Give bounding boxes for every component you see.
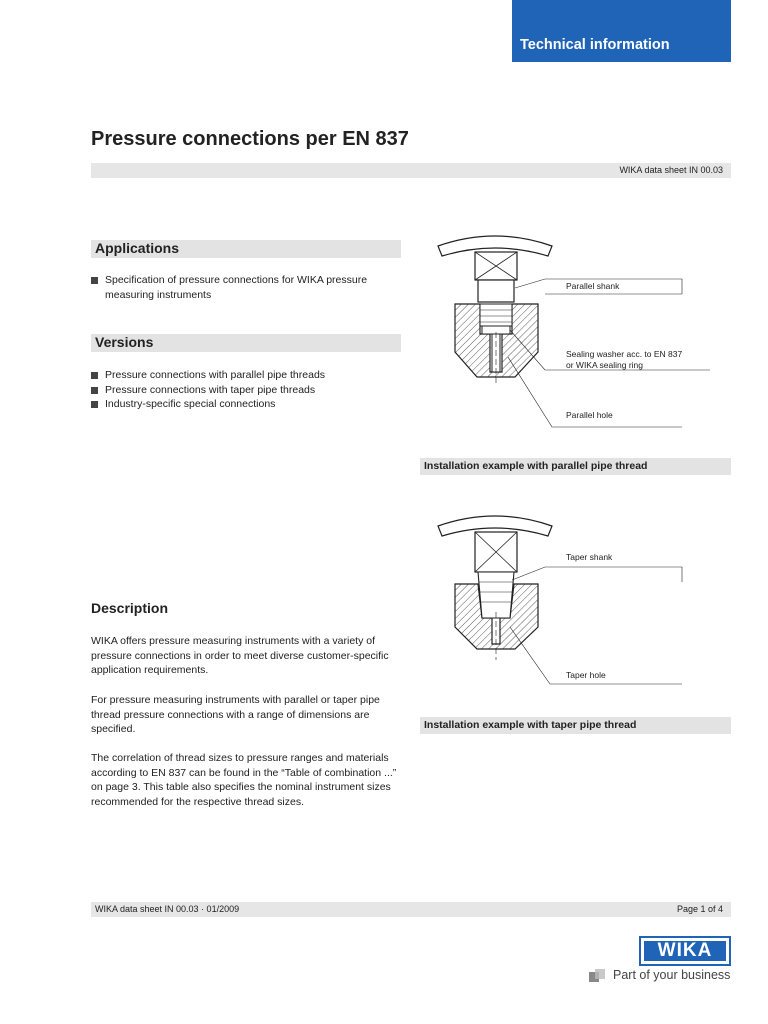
figure2-caption: Installation example with taper pipe thread [424, 719, 637, 731]
header-banner [512, 0, 731, 62]
bullet-icon [91, 387, 98, 394]
applications-list [91, 273, 403, 302]
header-label: Technical information [520, 37, 670, 53]
versions-heading: Versions [95, 334, 154, 350]
wika-logo [639, 936, 731, 966]
parallel-hole-label: Parallel hole [566, 410, 613, 420]
figure1-caption: Installation example with parallel pipe thread [424, 460, 648, 472]
wika-logo-text: WIKA [644, 941, 726, 961]
page-title: Pressure connections per EN 837 [91, 128, 409, 150]
shank-shape [478, 280, 514, 302]
list-item [91, 383, 403, 398]
list-item [91, 273, 403, 302]
list-item [91, 397, 403, 412]
datasheet-ref: WIKA data sheet IN 00.03 [619, 165, 723, 175]
description-paragraph: For pressure measuring instruments with parallel or taper pipe thread pressure connections with a range of dimensions are specified. [91, 694, 380, 735]
list-item-text: Specification of pressure connections for WIKA pressure measuring instruments [105, 274, 368, 301]
list-item-text: Industry-specific special connections [105, 398, 276, 410]
versions-heading-bar [91, 334, 401, 352]
logo-tagline: Part of your business [613, 968, 731, 982]
taper-thread-diagram [420, 512, 731, 712]
applications-heading-bar [91, 240, 401, 258]
list-item-text: Pressure connections with taper pipe threads [105, 383, 316, 396]
parallel-thread-diagram [420, 232, 731, 457]
figure2-caption-bar [420, 717, 731, 734]
description-paragraph: The correlation of thread sizes to pressure ranges and materials according to EN 837 can be found in the “Table of combination ...” on page 3. This table also specifies the nominal instrument sizes recommended for the respective thread sizes. [91, 752, 397, 808]
versions-list [91, 368, 403, 412]
tagline-square-icon [589, 969, 607, 985]
bullet-icon [91, 277, 98, 284]
datasheet-bar [91, 163, 731, 178]
taper-shank-shape [478, 572, 514, 618]
list-item [91, 368, 403, 383]
page-number: Page 1 of 4 [676, 904, 723, 914]
footer-bar [91, 902, 731, 917]
sealing-ring-label: or WIKA sealing ring [566, 360, 644, 370]
taper-shank-label: Taper shank [566, 552, 613, 562]
bullet-icon [91, 401, 98, 408]
list-item-text: Pressure connections with parallel pipe threads [105, 369, 326, 381]
taper-hole-label: Taper hole [566, 670, 606, 680]
parallel-shank-label: Parallel shank [566, 281, 620, 291]
sealing-washer-label: Sealing washer acc. to EN 837 [566, 349, 683, 359]
description-paragraph: WIKA offers pressure measuring instruments with a variety of pressure connections in order to meet diverse customer-specific application requirements. [91, 635, 389, 676]
footer-ref: WIKA data sheet IN 00.03 · 01/2009 [95, 904, 240, 914]
applications-heading: Applications [95, 240, 180, 256]
bullet-icon [91, 372, 98, 379]
description-heading: Description [91, 600, 169, 616]
figure1-caption-bar [420, 458, 731, 475]
